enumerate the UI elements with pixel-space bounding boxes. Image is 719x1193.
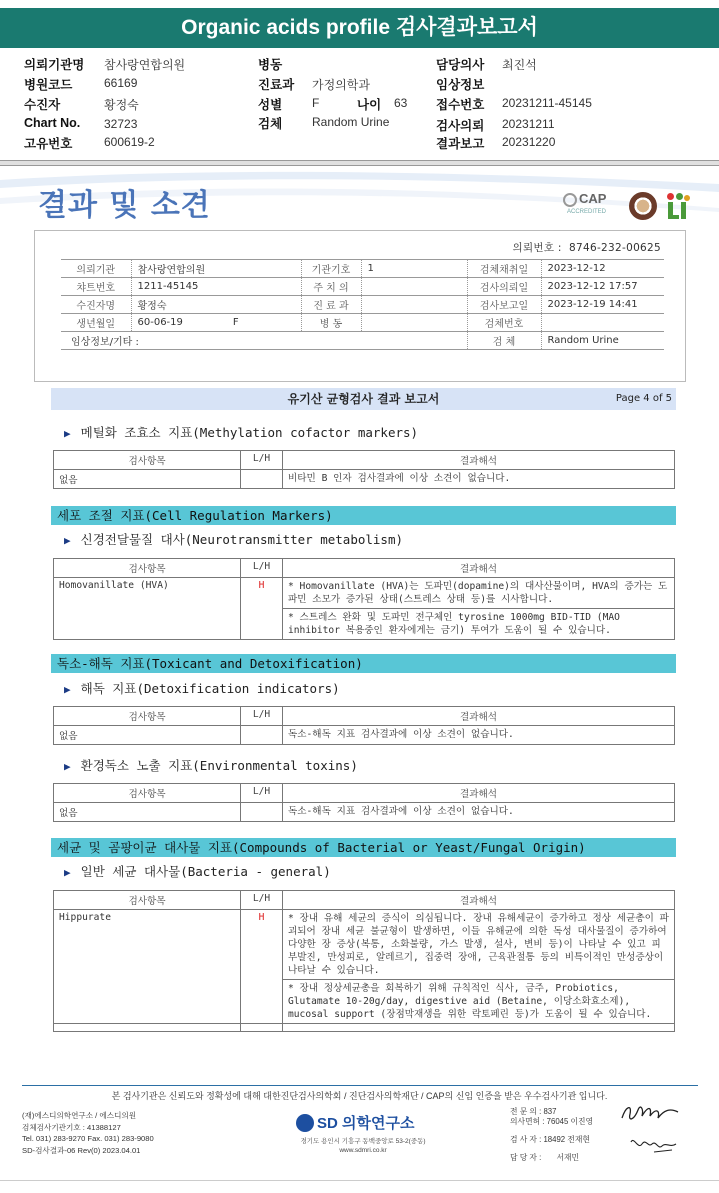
label: 담당의사 xyxy=(436,58,485,72)
seal-logo xyxy=(629,192,657,220)
signature-2 xyxy=(628,1132,680,1156)
label: 의뢰기관명 xyxy=(24,58,85,72)
table-row: 임상정보/기타 : 검 체 Random Urine xyxy=(61,332,664,350)
accreditation-logos xyxy=(563,190,691,222)
category-bar: 독소-해독 지표(Toxicant and Detoxification) xyxy=(51,654,676,673)
value: 최진석 xyxy=(502,58,537,72)
label: 수진자 xyxy=(24,98,61,112)
label: Chart No. xyxy=(24,116,81,130)
report-section-title: 유기산 균형검사 결과 보고서 Page 4 of 5 xyxy=(51,388,676,410)
page-bottom-line xyxy=(0,1180,719,1181)
value: F xyxy=(312,96,320,110)
triangle-bullet-icon: ▶ xyxy=(64,866,71,879)
label: 병원코드 xyxy=(24,78,73,92)
label: 고유번호 xyxy=(24,137,73,151)
label: 성별 xyxy=(258,98,283,112)
value: 66169 xyxy=(104,76,138,90)
value: 600619-2 xyxy=(104,135,155,149)
table-header-row: 검사항목 L/H 결과해석 xyxy=(54,784,675,803)
table-row: * 장내 정상세균총을 회복하기 위해 규칙적인 식사, 금주, Probiotics, Glutamate 10-20g/day, digestive aid (Betaine, 이당소화효소제), mucosal support (장점막재생을 위한 락토페린 등)가 도움이 될 수 있습니다. xyxy=(54,980,675,1024)
label: 검체 xyxy=(258,117,283,131)
label: 접수번호 xyxy=(436,98,485,112)
li-logo xyxy=(667,193,691,219)
category-bar: 세포 조절 지표(Cell Regulation Markers) xyxy=(51,506,676,525)
table-row: 없음 독소-해독 지표 검사결과에 이상 소견이 없습니다. xyxy=(54,803,675,822)
cap-logo: CAP ACCREDITED xyxy=(563,191,619,221)
high-flag: H xyxy=(241,578,283,640)
registration-number: 의뢰번호 : 8746-232-00625 xyxy=(512,242,661,254)
high-flag: H xyxy=(241,910,283,1024)
value: 참사랑연합의원 xyxy=(104,58,186,72)
triangle-bullet-icon: ▶ xyxy=(64,427,71,440)
value: 63 xyxy=(394,96,408,110)
results-table xyxy=(53,783,675,822)
subsection-title: ▶ 해독 지표(Detoxification indicators) xyxy=(64,681,340,696)
footer-divider xyxy=(22,1085,698,1086)
table-row: Homovanillate (HVA) H * Homovanillate (HVA)는 도파민(dopamine)의 대사산물이며, HVA의 증가는 도파민 소모가 증가된 상태(스트레스 상태 등)를 시사합니다. xyxy=(54,578,675,609)
label: 검사의뢰 xyxy=(436,119,485,133)
results-table xyxy=(53,558,675,640)
results-table xyxy=(53,450,675,489)
value: Random Urine xyxy=(312,115,390,129)
lab-info-box xyxy=(34,230,686,382)
table-header-row: 검사항목 L/H 결과해석 xyxy=(54,891,675,910)
table-row xyxy=(54,1024,675,1032)
lab-info-table xyxy=(61,259,664,350)
accreditation-note: 본 검사기관은 신뢰도와 정확성에 대해 대한진단검사의학회 / 진단검사의학재단 / CAP의 신임 인증을 받은 우수검사기관 입니다. xyxy=(111,1091,608,1101)
triangle-bullet-icon: ▶ xyxy=(64,760,71,773)
lab-contact: (재)에스디의학연구소 / 에스디의원 검체검사기관기호 : 41388127 Tel. 031) 283-9270 Fax. 031) 283-9080 SD-검사결과-06 Rev(0) 2023.04.01 xyxy=(22,1111,154,1155)
report-title-bar: Organic acids profile 검사결과보고서 xyxy=(0,8,719,48)
table-row: 의뢰기관 참사랑연합의원 기관기호 1 검체채취일 2023-12-12 xyxy=(61,260,664,278)
table-header-row: 검사항목 L/H 결과해석 xyxy=(54,559,675,578)
table-row: 수진자명 황정숙 진 료 과 검사보고일 2023-12-19 14:41 xyxy=(61,296,664,314)
value: 20231220 xyxy=(502,135,556,149)
table-row: 챠트번호 1211-45145 주 치 의 검사의뢰일 2023-12-12 17:57 xyxy=(61,278,664,296)
triangle-bullet-icon: ▶ xyxy=(64,683,71,696)
table-header-row: 검사항목 L/H 결과해석 xyxy=(54,451,675,470)
results-table xyxy=(53,890,675,1032)
subsection-title: ▶ 환경독소 노출 지표(Environmental toxins) xyxy=(64,758,358,773)
lab-address: 경기도 용인시 기흥구 동백중앙로 53-2(중동) www.sdmri.co.kr xyxy=(300,1138,426,1154)
sd-lab-logo: SD 의학연구소 xyxy=(296,1112,426,1133)
value: 32723 xyxy=(104,117,138,131)
value: 가정의학과 xyxy=(312,78,370,92)
table-row: 생년월일 60-06-19 F 병 동 검체번호 xyxy=(61,314,664,332)
label: 결과보고 xyxy=(436,137,485,151)
results-table xyxy=(53,706,675,745)
page-indicator: Page 4 of 5 xyxy=(615,393,672,404)
table-header-row: 검사항목 L/H 결과해석 xyxy=(54,707,675,726)
table-row: 없음 비타민 B 인자 검사결과에 이상 소견이 없습니다. xyxy=(54,470,675,489)
subsection-title: ▶ 신경전달물질 대사(Neurotransmitter metabolism) xyxy=(64,532,403,547)
sd-logo-icon xyxy=(296,1114,314,1132)
label: 병동 xyxy=(258,58,283,72)
table-row: * 스트레스 완화 및 도파민 전구체인 tyrosine 1000mg BID-TID (MAO inhibitor 복용중인 환자에게는 금기) 투여가 도움이 될 수 있습니다. xyxy=(54,609,675,640)
result-heading: 결과 및 소견 xyxy=(38,188,211,223)
value: 20231211 xyxy=(502,117,555,131)
value: 20231211-45145 xyxy=(502,96,592,110)
table-row: 없음 독소-해독 지표 검사결과에 이상 소견이 없습니다. xyxy=(54,726,675,745)
label: 진료과 xyxy=(258,78,295,92)
table-row: Hippurate H * 장내 유해 세균의 증식이 의심됩니다. 장내 유해세균이 증가하고 정상 세균총이 파괴되어 장내 세균 불균형이 발생하면, 이들 유해균에 의한 독성 대사물질이 증가하여 다양한 장 증상(복통, 소화불량, 가스 발생, 설사, 변비 등)이 나타날 수 있고 피부발진, 만성피로, 알레르기, 집중력 장애, 근육관절통 등의 비특이적인 만성증상이 나타날 수 있습니다. xyxy=(54,910,675,980)
subsection-title: ▶ 일반 세균 대사물(Bacteria - general) xyxy=(64,864,331,879)
value: 황정숙 xyxy=(104,98,139,112)
category-bar: 세균 및 곰팡이균 대사물 지표(Compounds of Bacterial or Yeast/Fungal Origin) xyxy=(51,838,676,857)
label: 임상정보 xyxy=(436,78,485,92)
triangle-bullet-icon: ▶ xyxy=(64,534,71,547)
divider xyxy=(0,160,719,166)
subsection-title: ▶ 메틸화 조효소 지표(Methylation cofactor markers) xyxy=(64,425,419,440)
label: 나이 xyxy=(357,98,382,112)
signature-1 xyxy=(618,1100,682,1128)
